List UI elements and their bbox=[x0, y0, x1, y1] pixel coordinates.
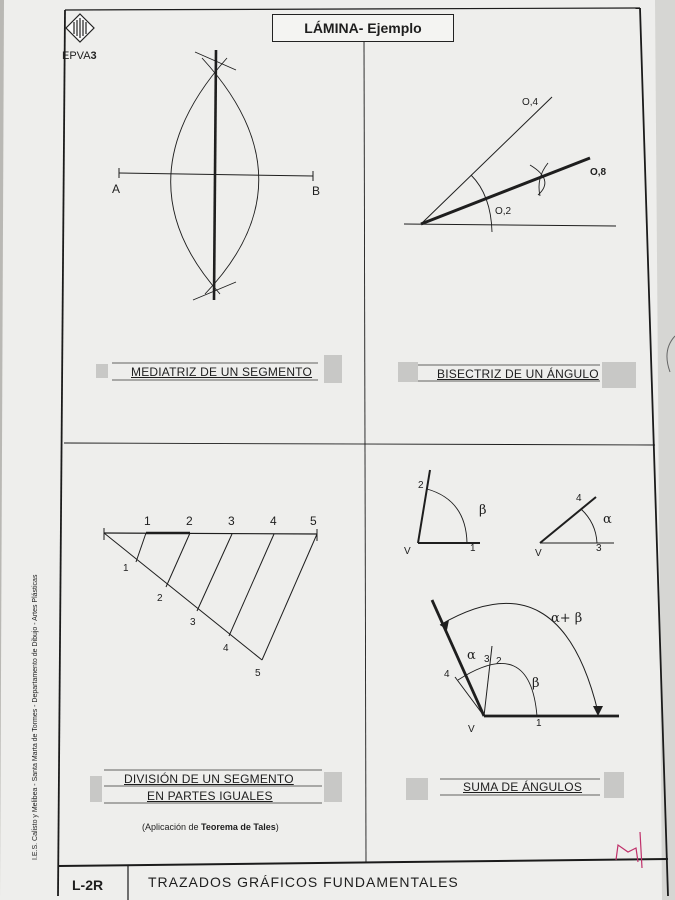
tales-note-prefix: (Aplicación de bbox=[142, 822, 202, 832]
logo-text: EPVA bbox=[62, 50, 91, 62]
tales-note-bold: Teorema de Tales bbox=[201, 822, 276, 832]
caption-division-line2: EN PARTES IGUALES bbox=[147, 789, 273, 803]
beta-symbol: β bbox=[479, 503, 487, 518]
diag-number-2: 2 bbox=[157, 593, 163, 604]
diag-number-3: 3 bbox=[190, 617, 196, 628]
school-side-text: I.E.S. Calisto y Melibea - Santa Marta de Tormes - Departamento de Dibujo - Artes Plásticas bbox=[32, 574, 39, 860]
caption-bisectriz: BISECTRIZ DE UN ÁNGULO bbox=[437, 367, 599, 381]
logo-number: 3 bbox=[90, 50, 97, 62]
sum-alpha-symbol: α bbox=[467, 648, 476, 663]
diag-number-5: 5 bbox=[255, 668, 261, 679]
tales-note-suffix: ) bbox=[275, 822, 279, 832]
tales-note bbox=[142, 822, 279, 832]
beta-n2: 2 bbox=[418, 480, 424, 491]
diag-number-1: 1 bbox=[123, 563, 129, 574]
sum-label: α+ β bbox=[551, 611, 583, 626]
top-number-1: 1 bbox=[144, 514, 151, 528]
alpha-n4: 4 bbox=[576, 493, 582, 504]
alpha-v: V bbox=[535, 548, 542, 559]
sheet-code: L-2R bbox=[72, 877, 104, 893]
sheet-subject: TRAZADOS GRÁFICOS FUNDAMENTALES bbox=[148, 874, 459, 890]
sum-n3: 3 bbox=[484, 654, 490, 665]
alpha-n3: 3 bbox=[596, 543, 602, 554]
caption-mediatriz: MEDIATRIZ DE UN SEGMENTO bbox=[131, 365, 313, 379]
sum-n1: 1 bbox=[536, 718, 542, 729]
beta-v: V bbox=[404, 546, 411, 557]
top-number-3: 3 bbox=[228, 514, 235, 528]
caption-division-line1: DIVISIÓN DE UN SEGMENTO bbox=[124, 772, 294, 786]
beta-n1: 1 bbox=[470, 543, 476, 554]
top-number-4: 4 bbox=[270, 514, 277, 528]
sheet-title: LÁMINA- Ejemplo bbox=[272, 14, 454, 42]
top-number-2: 2 bbox=[186, 514, 193, 528]
label-b: B bbox=[312, 184, 321, 198]
label-o4: O,4 bbox=[522, 97, 539, 108]
label-o8: O,8 bbox=[590, 167, 607, 178]
sum-v: V bbox=[468, 724, 475, 735]
diag-number-4: 4 bbox=[223, 643, 229, 654]
sum-beta-symbol: β bbox=[532, 676, 540, 691]
label-o2: O,2 bbox=[495, 206, 512, 217]
sum-n4: 4 bbox=[444, 669, 450, 680]
caption-suma: SUMA DE ÁNGULOS bbox=[463, 780, 583, 794]
top-number-5: 5 bbox=[310, 514, 317, 528]
alpha-symbol: α bbox=[603, 512, 612, 527]
label-a: A bbox=[112, 182, 121, 196]
logo-label bbox=[62, 50, 97, 62]
sum-n2: 2 bbox=[496, 656, 502, 667]
